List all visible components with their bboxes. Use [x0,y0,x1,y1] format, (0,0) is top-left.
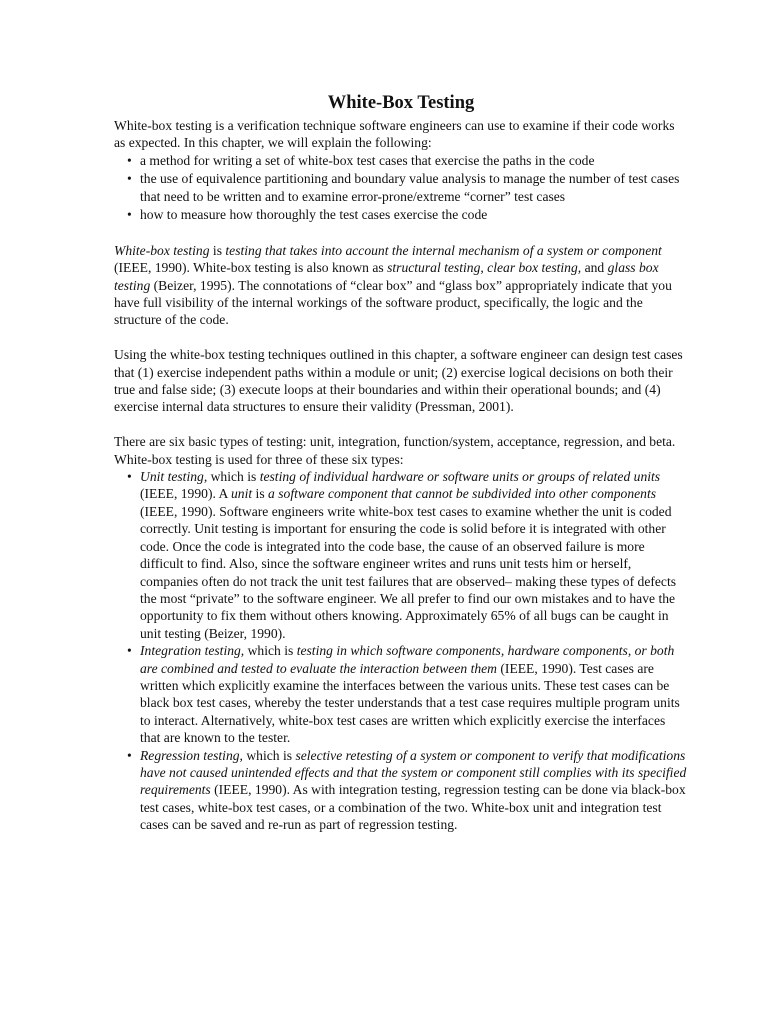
list-item-unit-testing: • Unit testing, which is testing of individual hardware or software units or groups of related units (IEEE, 1990). A unit is a software component that cannot be subdivided into other components (IEEE, 1990). Software engineers write white-box test cases to examine whether the unit is coded correctly. Unit testing is important for ensuring the code is solid before it is integrated with other code. Once the code is integrated into the code base, the cause of an observed failure is more difficult to find. Also, since the software engineer writes and runs unit tests him or herself, companies often do not track the unit test failures that are observed– making these types of defects the most “private” to the software engineer. We all prefer to find our own mistakes and to have the opportunity to fix them without others knowing. Approximately 65% of all bugs can be caught in unit testing (Beizer, 1990). [114,468,688,642]
testing-types-list [114,468,688,834]
term-structural-testing: structural testing [387,260,481,276]
list-item-integration-testing: • Integration testing, which is testing in which software components, hardware components, or both are combined and tested to evaluate the interaction between them (IEEE, 1990). Test cases are written which explicitly examine the interfaces between the various units. These test cases can be black box test cases, whereby the tester understands that a test case requires multiple program units to interact. Alternatively, white-box test cases are written which explicitly exercise the interfaces that are known to the tester. [114,642,688,746]
techniques-paragraph: Using the white-box testing techniques outlined in this chapter, a software engineer can design test cases that (1) exercise independent paths within a module or unit; (2) exercise logical decisions on both their true and false side; (3) execute loops at their boundaries and within their operational bounds; and (4) exercise internal data structures to ensure their validity (Pressman, 2001). [114,347,683,415]
list-item: • a method for writing a set of white-box test cases that exercise the paths in the code [114,152,688,169]
term-glass-box-testing: glass box testing [114,260,659,293]
page-title: White-Box Testing [327,93,475,113]
list-item: • how to measure how thoroughly the test cases exercise the code [114,206,688,223]
testing-types-paragraph: There are six basic types of testing: unit, integration, function/system, acceptance, regression, and beta. White-box testing is used for three of these six types: [114,434,676,467]
term-clear-box-testing: clear box testing, [487,260,582,276]
intro-bullet-list [114,152,688,224]
term-white-box-testing: White-box testing [114,242,210,258]
list-item-regression-testing: • Regression testing, which is selective retesting of a system or component to verify that modifications have not caused unintended effects and that the system or component still complies with its specified requirements (IEEE, 1990). As with integration testing, regression testing can be done via black-box test cases, white-box test cases, or a combination of the two. White-box unit and integration test cases can be saved and re-run as part of regression testing. [114,747,688,834]
list-item: • the use of equivalence partitioning and boundary value analysis to manage the number of test cases that need to be written and to examine error-prone/extreme “corner” test cases [114,170,688,205]
definition-paragraph: White-box testing is testing that takes into account the internal mechanism of a system or component (IEEE, 1990). White-box testing is also known as structural testing, clear box testing, and glass box testing (Beizer, 1995). The connotations of “clear box” and “glass box” appropriately indicate that you have full visibility of the internal workings of the software product, specifically, the logic and the structure of the code. [114,242,672,328]
intro-paragraph: White-box testing is a verification technique software engineers can use to examine if their code works as expected. In this chapter, we will explain the following: [114,118,675,151]
definition-text: testing that takes into account the internal mechanism of a system or component [225,242,662,258]
